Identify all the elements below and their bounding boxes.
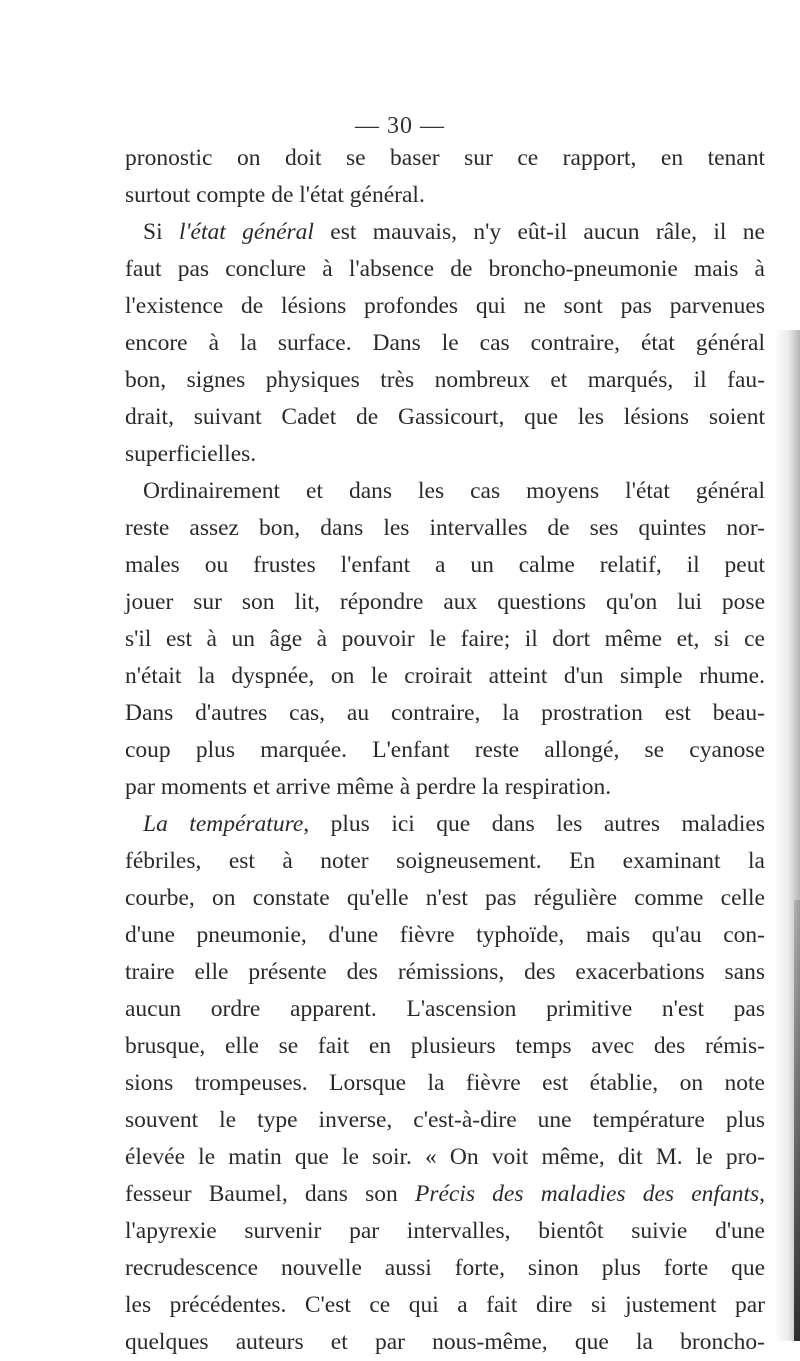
text-run: aucun ordre apparent. L'ascension primitive n'est pas xyxy=(125,996,765,1022)
text-line xyxy=(125,917,765,954)
text-run: n'était la dyspnée, on le croirait atteint d'un simple rhume. xyxy=(125,663,765,689)
text-line xyxy=(125,1287,765,1324)
text-line xyxy=(125,325,765,362)
text-run: fesseur Baumel, dans son xyxy=(125,1181,415,1207)
body-text xyxy=(125,140,765,1361)
text-run: coup plus marquée. L'enfant reste allongé, se cyanose xyxy=(125,737,765,763)
text-run: Dans d'autres cas, au contraire, la prostration est beau- xyxy=(125,700,765,726)
page-number: — 30 — xyxy=(355,113,445,139)
text-line xyxy=(125,732,765,769)
text-run: faut pas conclure à l'absence de broncho-pneumonie mais à xyxy=(125,256,765,282)
text-run: quelques auteurs et par nous-même, que la broncho- xyxy=(125,1329,765,1355)
text-run: courbe, on constate qu'elle n'est pas régulière comme celle xyxy=(125,885,765,911)
text-line xyxy=(125,1139,765,1176)
text-run: Ordinairement et dans les cas moyens l'état général xyxy=(143,478,765,504)
text-run: brusque, elle se fait en plusieurs temps avec des rémis- xyxy=(125,1033,765,1059)
text-line xyxy=(125,1065,765,1102)
text-line xyxy=(125,991,765,1028)
text-line xyxy=(125,140,765,177)
text-run: reste assez bon, dans les intervalles de ses quintes nor- xyxy=(125,515,765,541)
text-line xyxy=(125,1102,765,1139)
italic-text: l'état général xyxy=(178,219,314,245)
text-run: l'existence de lésions profondes qui ne sont pas parvenues xyxy=(125,293,765,319)
text-line xyxy=(125,473,765,510)
text-line xyxy=(125,658,765,695)
text-line xyxy=(125,880,765,917)
text-run: souvent le type inverse, c'est-à-dire une température plus xyxy=(125,1107,765,1133)
text-run: par moments et arrive même à perdre la respiration. xyxy=(125,774,612,800)
text-run: les précédentes. C'est ce qui a fait dire si justement par xyxy=(125,1292,765,1318)
text-line xyxy=(125,1250,765,1287)
text-run: l'apyrexie survenir par intervalles, bientôt suivie d'une xyxy=(125,1218,765,1244)
text-run: pronostic on doit se baser sur ce rapport, en tenant xyxy=(125,145,765,171)
text-run: bon, signes physiques très nombreux et marqués, il fau- xyxy=(125,367,765,393)
text-run: surtout compte de l'état général. xyxy=(125,182,425,208)
text-run: , plus ici que dans les autres maladies xyxy=(303,811,765,837)
text-line xyxy=(125,843,765,880)
text-line xyxy=(125,695,765,732)
text-line xyxy=(125,621,765,658)
text-line xyxy=(125,177,765,214)
text-run: traire elle présente des rémissions, des exacerbations sans xyxy=(125,959,765,985)
italic-text: La température xyxy=(143,811,304,837)
text-line xyxy=(125,954,765,991)
text-line xyxy=(125,1324,765,1361)
text-line xyxy=(125,214,765,251)
text-run: d'une pneumonie, d'une fièvre typhoïde, mais qu'au con- xyxy=(125,922,765,948)
text-run: males ou frustes l'enfant a un calme relatif, il peut xyxy=(125,552,765,578)
text-line xyxy=(125,436,765,473)
text-run: superficielles. xyxy=(125,441,257,467)
text-run: drait, suivant Cadet de Gassicourt, que les lésions soient xyxy=(125,404,765,430)
text-run: encore à la surface. Dans le cas contraire, état général xyxy=(125,330,765,356)
text-run: sions trompeuses. Lorsque la fièvre est établie, on note xyxy=(125,1070,765,1096)
text-line xyxy=(125,1028,765,1065)
text-line xyxy=(125,547,765,584)
text-run: recrudescence nouvelle aussi forte, sinon plus forte que xyxy=(125,1255,765,1281)
text-run: élevée le matin que le soir. « On voit même, dit M. le pro- xyxy=(125,1144,765,1170)
text-line xyxy=(125,1213,765,1250)
text-line xyxy=(125,806,765,843)
italic-text: Précis des maladies des enfants xyxy=(414,1181,760,1207)
text-line xyxy=(125,288,765,325)
text-run: fébriles, est à noter soigneusement. En examinant la xyxy=(125,848,765,874)
text-line xyxy=(125,510,765,547)
text-run: , xyxy=(759,1181,765,1207)
text-run: est mauvais, n'y eût-il aucun râle, il ne xyxy=(313,219,765,245)
text-line xyxy=(125,362,765,399)
text-run: s'il est à un âge à pouvoir le faire; il dort même et, si ce xyxy=(125,626,765,652)
text-run: jouer sur son lit, répondre aux questions qu'on lui pose xyxy=(125,589,765,615)
text-line xyxy=(125,584,765,621)
text-line xyxy=(125,251,765,288)
text-line xyxy=(125,1176,765,1213)
page-edge-binding xyxy=(794,900,800,1341)
text-run: Si xyxy=(143,219,179,245)
text-line xyxy=(125,769,765,806)
text-line xyxy=(125,399,765,436)
